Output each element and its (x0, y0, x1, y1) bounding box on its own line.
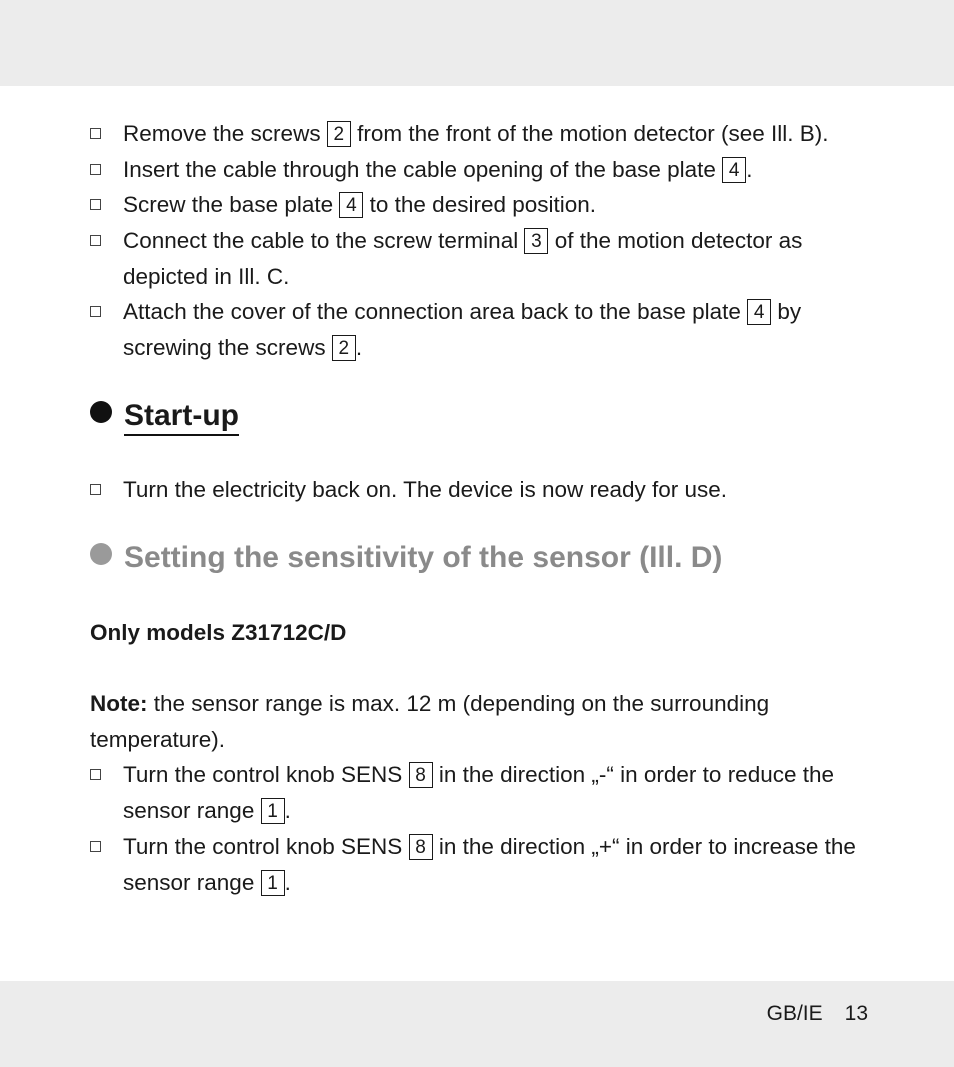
note-paragraph (90, 686, 870, 758)
step-text: Turn the control knob SENS 8 in the direction „-“ in order to reduce the sensor range 1 . (123, 762, 835, 823)
page-number: 13 (844, 1002, 868, 1025)
ref-badge: 8 (409, 834, 433, 860)
checkbox-bullet (90, 306, 101, 317)
ref-badge: 1 (261, 798, 285, 824)
step-text: Remove the screws 2 from the front of the motion detector (see Ill. B). (123, 121, 829, 146)
ref-badge: 2 (332, 335, 356, 361)
checkbox-bullet (90, 484, 101, 495)
ref-badge: 2 (327, 121, 351, 147)
step-power-on (90, 472, 870, 508)
step-text: Connect the cable to the screw terminal 3 of the motion detector as depicted in Ill. C. (123, 228, 803, 289)
step-text: Screw the base plate 4 to the desired position. (123, 192, 597, 217)
step-text: Turn the electricity back on. The device is now ready for use. (123, 477, 728, 502)
ref-badge: 1 (261, 870, 285, 896)
footer-region: GB/IE (766, 1002, 823, 1025)
checkbox-bullet (90, 199, 101, 210)
step-remove-screws (90, 116, 870, 152)
header-band (0, 0, 954, 86)
note-label: Note: (90, 691, 148, 716)
step-text: Insert the cable through the cable opening of the base plate 4 . (123, 157, 753, 182)
step-text: Turn the control knob SENS 8 in the direction „+“ in order to increase the sensor range 1 . (123, 834, 856, 895)
section-heading-startup: Start-up (90, 396, 239, 436)
step-increase-range (90, 829, 870, 901)
checkbox-bullet (90, 164, 101, 175)
step-screw-base (90, 187, 870, 223)
checkbox-bullet (90, 841, 101, 852)
step-reduce-range (90, 757, 870, 829)
ref-badge: 3 (524, 228, 548, 254)
ref-badge: 4 (722, 157, 746, 183)
step-insert-cable (90, 152, 870, 188)
subheading-models: Only models Z31712C/D (90, 620, 347, 645)
note-text: the sensor range is max. 12 m (depending on the surrounding temperature). (90, 691, 770, 752)
ref-badge: 4 (747, 299, 771, 325)
step-attach-cover (90, 294, 870, 366)
bullet-dot-icon (90, 401, 112, 423)
ref-badge: 4 (339, 192, 363, 218)
section-heading-sensitivity: Setting the sensitivity of the sensor (Ill. D) (90, 538, 722, 578)
bullet-dot-icon (90, 543, 112, 565)
ref-badge: 8 (409, 762, 433, 788)
checkbox-bullet (90, 769, 101, 780)
checkbox-bullet (90, 128, 101, 139)
step-text: Attach the cover of the connection area back to the base plate 4 by screwing the screws 2 . (123, 299, 802, 360)
page-footer (767, 1002, 868, 1026)
checkbox-bullet (90, 235, 101, 246)
step-connect-cable (90, 223, 870, 295)
